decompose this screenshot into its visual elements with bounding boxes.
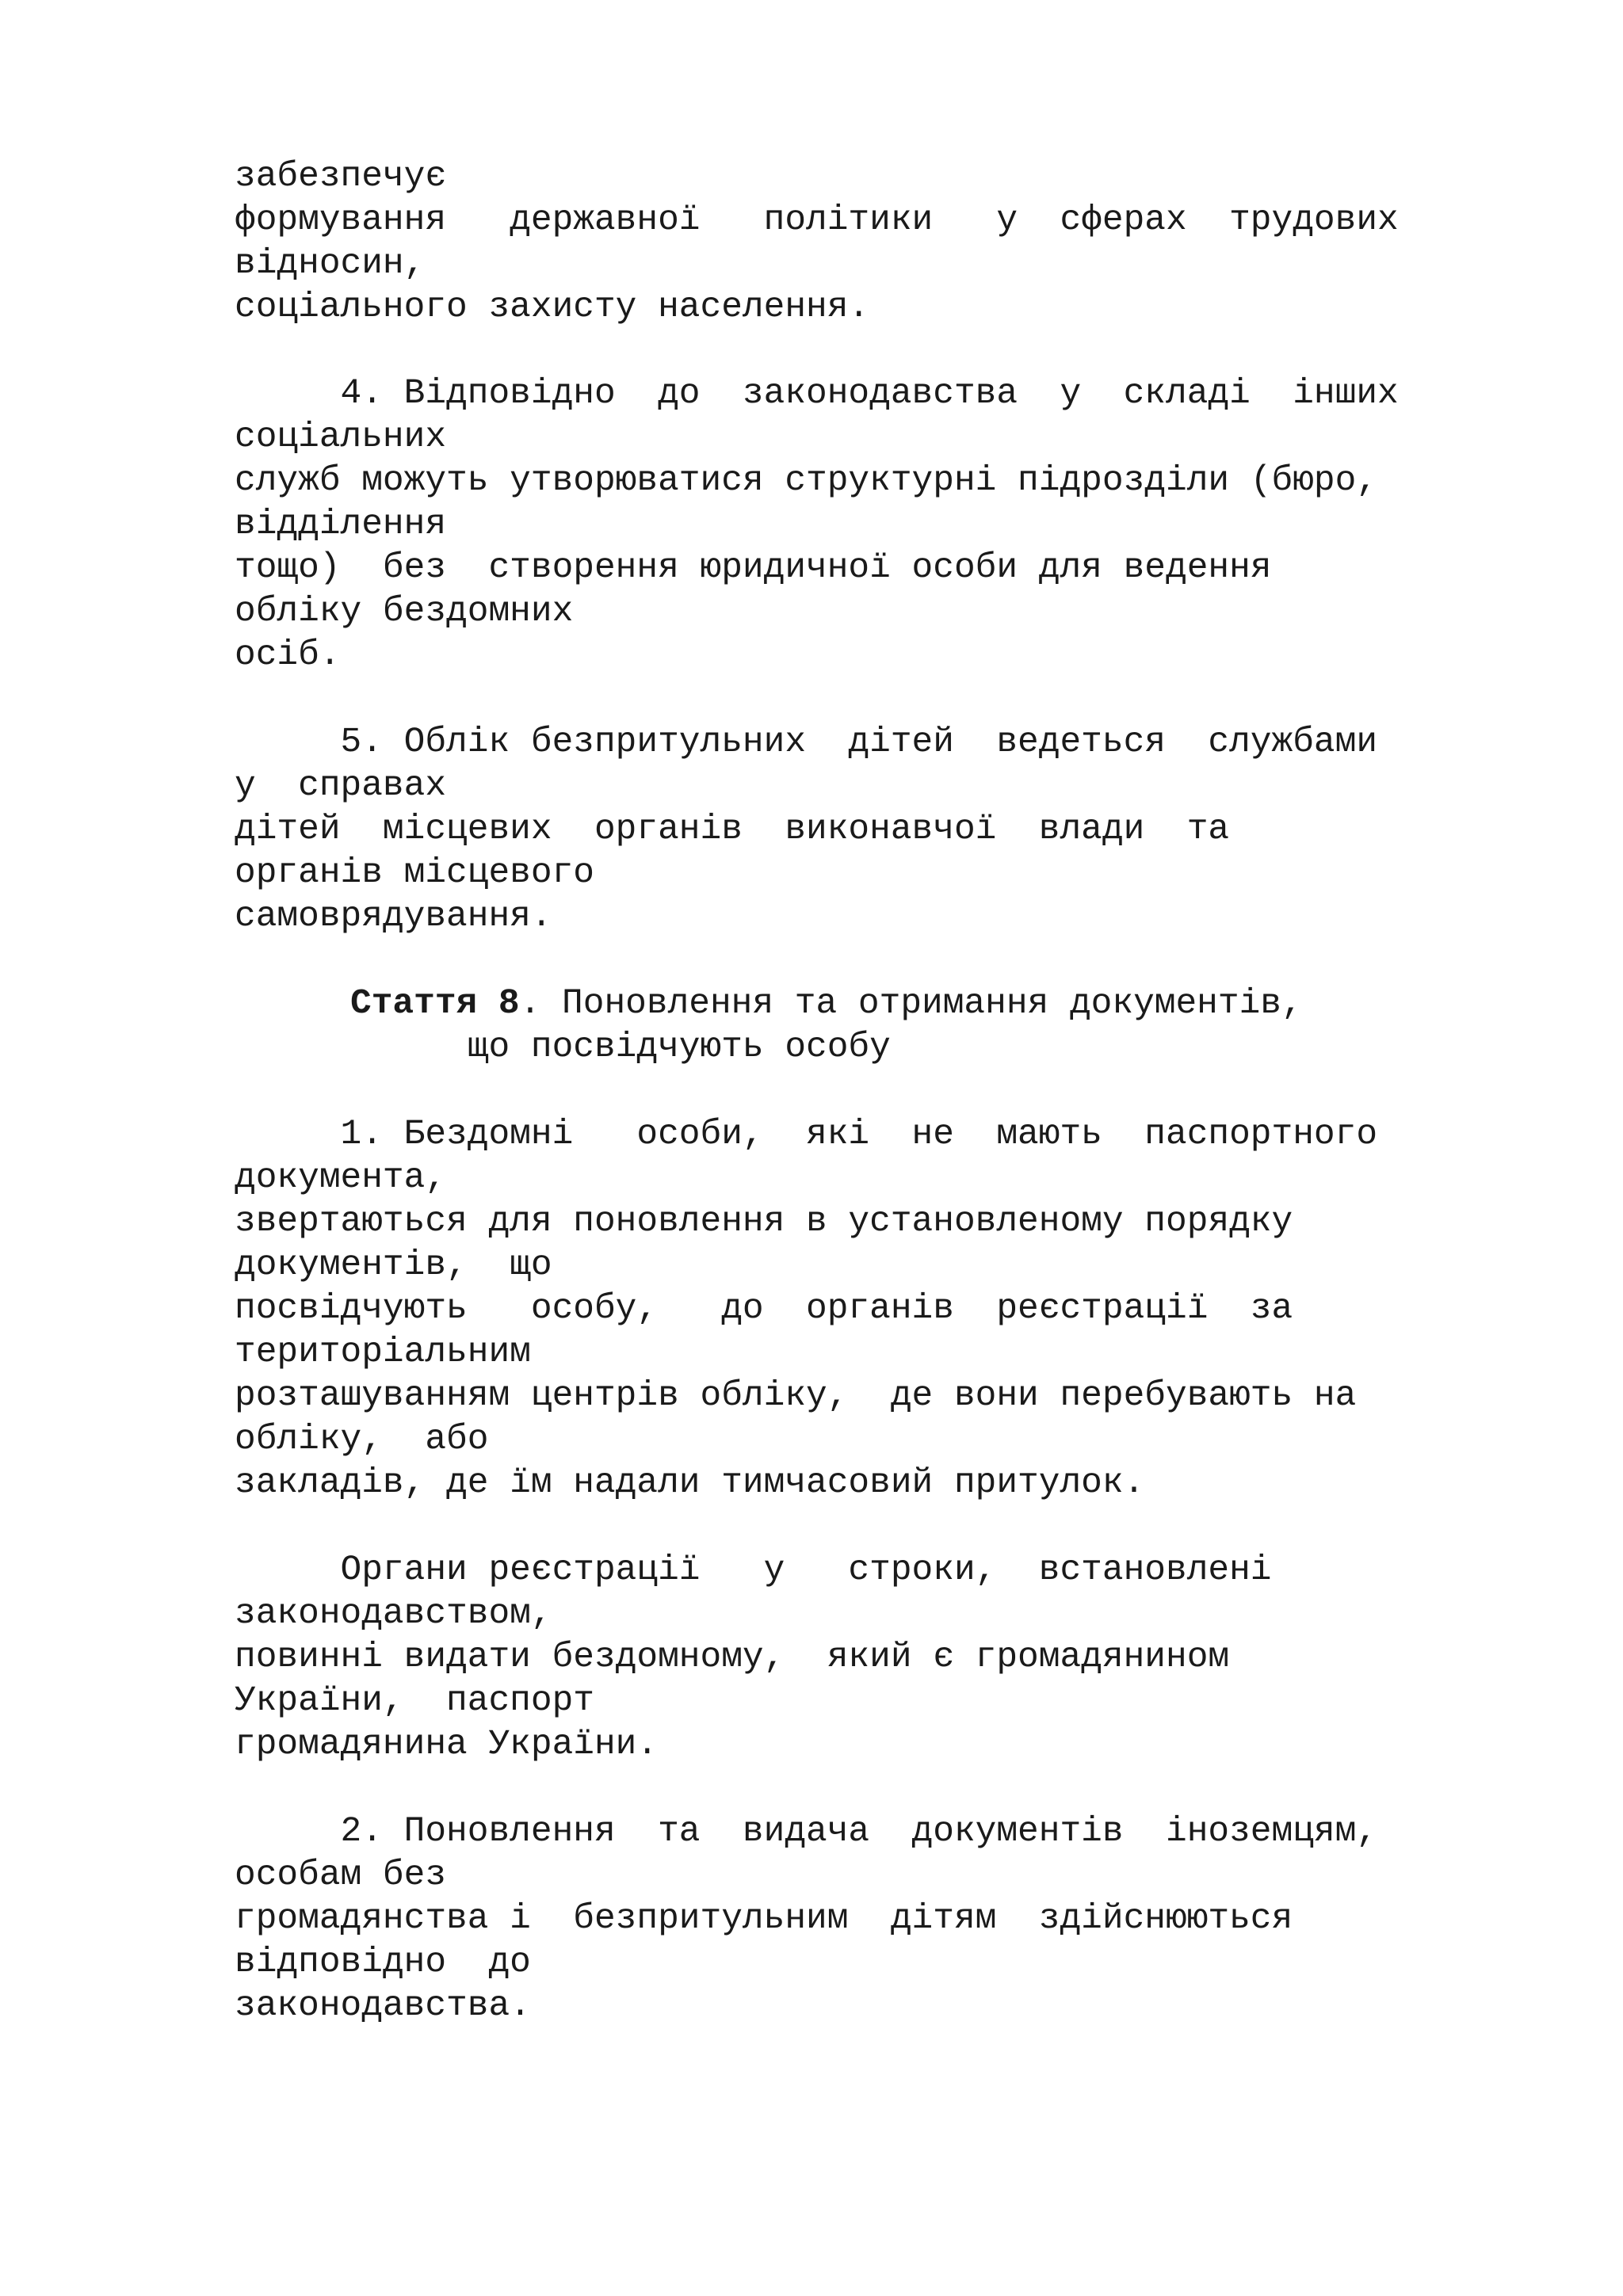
article-heading xyxy=(350,982,1303,1025)
text-line: дітей місцевих органів виконавчої влади та xyxy=(235,810,1230,849)
text-line: особам без xyxy=(235,1855,447,1895)
text-line: 2. Поновлення та видача документів іноземцям, xyxy=(235,1812,1378,1852)
text-line: повинні видати бездомному, який є громадянином xyxy=(235,1638,1230,1677)
text-line: Органи реєстрації у строки, встановлені xyxy=(235,1550,1272,1590)
text-line: України, паспорт xyxy=(235,1681,594,1721)
text-line: формування державної політики у сферах трудових xyxy=(235,200,1399,240)
text-line: розташуванням центрів обліку, де вони перебувають на xyxy=(235,1376,1357,1416)
text-line: обліку, або xyxy=(235,1420,489,1459)
text-line: тощо) без створення юридичної особи для ведення xyxy=(235,548,1272,588)
text-line: звертаються для поновлення в установленому порядку xyxy=(235,1202,1293,1241)
text-line: служб можуть утворюватися структурні підрозділи (бюро, xyxy=(235,461,1378,501)
text-line: у справах xyxy=(235,766,447,806)
text-line: 1. Бездомні особи, які не мають паспортного xyxy=(235,1115,1378,1154)
text-line: 5. Облік безпритульних дітей ведеться службами xyxy=(235,723,1378,762)
text-line: документа, xyxy=(235,1158,447,1198)
text-line: соціальних xyxy=(235,418,447,457)
text-line: осіб. xyxy=(235,635,341,675)
text-line: 4. Відповідно до законодавства у складі інших xyxy=(235,374,1399,414)
article-title-continued: що посвідчують особу xyxy=(235,1028,891,1067)
text-line: громадянина України. xyxy=(235,1725,659,1764)
article-number: Стаття 8 xyxy=(350,984,520,1024)
text-line: громадянства і безпритульним дітям здійснюються xyxy=(235,1899,1293,1939)
text-line: посвідчують особу, до органів реєстрації за xyxy=(235,1289,1293,1329)
text-line: обліку бездомних xyxy=(235,592,574,631)
text-line: законодавства. xyxy=(235,1986,531,2026)
text-line: відділення xyxy=(235,505,447,544)
text-line: відносин, xyxy=(235,244,426,284)
text-line: закладів, де їм надали тимчасовий притулок. xyxy=(235,1463,1145,1503)
text-line: забезпечує xyxy=(235,157,447,196)
text-line: соціального захисту населення. xyxy=(235,288,870,327)
text-line: документів, що xyxy=(235,1245,552,1285)
text-line: самоврядування. xyxy=(235,897,552,936)
article-title: . Поновлення та отримання документів, xyxy=(519,984,1303,1024)
text-line: органів місцевого xyxy=(235,853,594,893)
text-line: відповідно до xyxy=(235,1943,531,1982)
text-line: законодавством, xyxy=(235,1594,552,1634)
text-line: територіальним xyxy=(235,1333,531,1372)
